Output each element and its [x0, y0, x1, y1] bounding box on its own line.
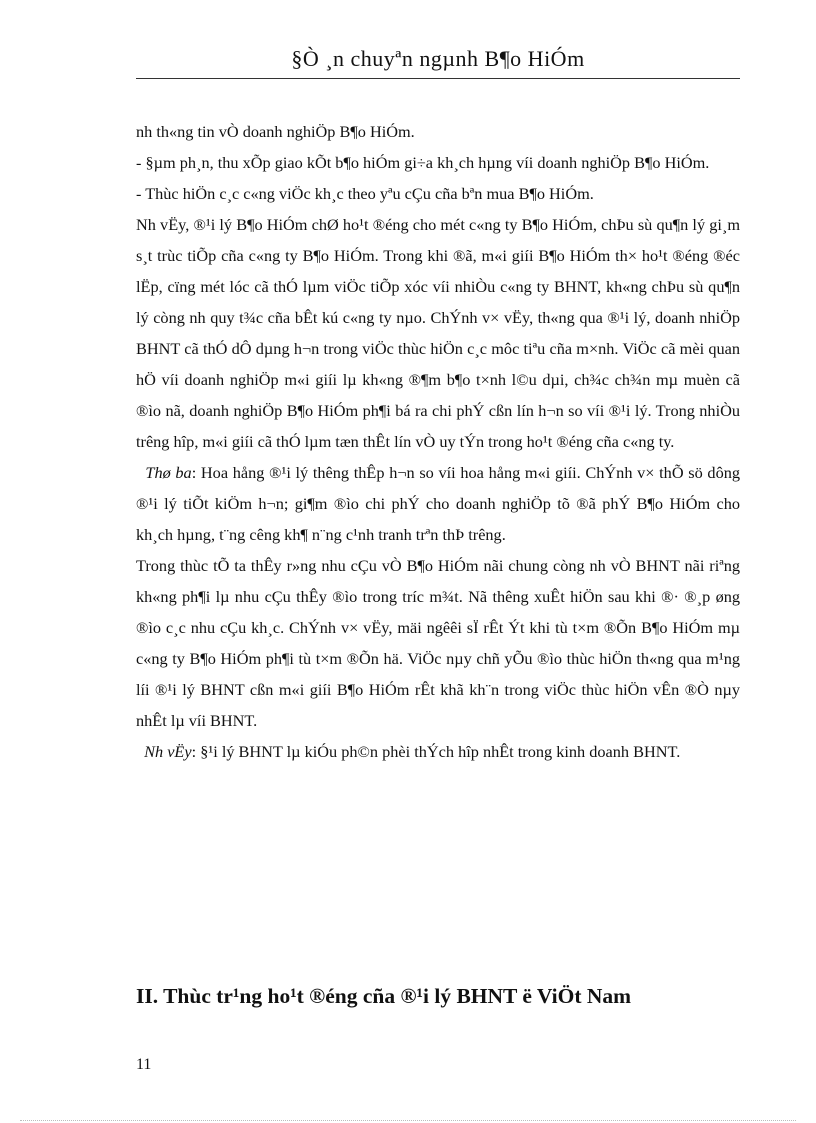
body-text	[136, 116, 740, 767]
paragraph: - §µm ph¸n, thu xÕp giao kÕt b¶o hiÓm gi÷a kh¸ch hµng víi doanh nghiÖp B¶o HiÓm.	[136, 153, 710, 172]
section-heading: II. Thùc tr¹ng ho¹t ®éng cña ®¹i lý BHNT ë ViÖt Nam	[136, 984, 632, 1008]
paragraph-text: : Hoa hång ®¹i lý thêng thÊp h¬n so víi hoa hång m«i giíi. ChÝnh v× thÕ sö dông ®¹i lý tiÕt kiÖm h¬n; gi¶m ®ìo chi phÝ cho doanh nghiÖp tõ ®ã phÝ B¶o HiÓm cho kh¸ch hµng, t¨ng cêng kh¶ n¨ng c¹nh tranh trªn thÞ trêng.	[136, 463, 740, 544]
paragraph: Trong thùc tÕ ta thÊy r»ng nhu cÇu vÒ B¶o HiÓm nãi chung còng nh vÒ BHNT nãi riªng kh«ng ph¶i lµ nhu cÇu thÊy ®ìo trong tríc m¾t. Nã thêng xuÊt hiÖn sau khi ®· ®¸p øng ®ìo c¸c nhu cÇu kh¸c. ChÝnh v× vËy, mäi ngêêi sÏ rÊt Ýt khi tù t×m ®Õn B¶o HiÓm mµ c«ng ty B¶o HiÓm ph¶i tù t×m ®Õn hä. ViÖc nµy chñ yÕu ®ìo thùc hiÖn th«ng qua m¹ng líi ®¹i lý BHNT cßn m«i giíi B¶o HiÓm rÊt khã kh¨n trong viÖc thùc hiÖn vÊn ®Ò nµy nhÊt lµ víi BHNT.	[136, 556, 740, 730]
paragraph: nh th«ng tin vÒ doanh nghiÖp B¶o HiÓm.	[136, 122, 415, 141]
paragraph	[136, 736, 740, 767]
paragraph-lead-italic: Thø ba	[145, 463, 192, 482]
page-bottom-dotted-rule	[20, 1120, 796, 1121]
paragraph	[136, 457, 740, 550]
page-number: 11	[136, 1056, 152, 1073]
paragraph: - Thùc hiÖn c¸c c«ng viÖc kh¸c theo yªu cÇu cña bªn mua B¶o HiÓm.	[136, 184, 594, 203]
paragraph-text: : §¹i lý BHNT lµ kiÓu ph©n phèi thÝch hîp nhÊt trong kinh doanh BHNT.	[191, 742, 681, 761]
paragraph-lead-italic: Nh vËy	[144, 742, 192, 761]
paragraph: Nh vËy, ®¹i lý B¶o HiÓm chØ ho¹t ®éng cho mét c«ng ty B¶o HiÓm, chÞu sù qu¶n lý gi¸m s¸t trùc tiÕp cña c«ng ty B¶o HiÓm. Trong khi ®ã, m«i giíi B¶o HiÓm th× ho¹t ®éng ®éc lËp, cïng mét lóc cã thÓ lµm viÖc tiÕp xóc víi nhiÒu c«ng ty BHNT, kh«ng chÞu sù qu¶n lý còng nh quy t¾c cña bÊt kú c«ng ty nµo. ChÝnh v× vËy, th«ng qua ®¹i lý, doanh nhiÖp BHNT cã thÓ dÔ dµng h¬n trong viÖc thùc hiÖn c¸c môc tiªu cña m×nh. ViÖc cã mèi quan hÖ víi doanh nghiÖp m«i giíi lµ kh«ng ®¶m b¶o t×nh l©u dµi, ch¾c ch¾n mµ muèn cã ®ìo nã, doanh nghiÖp B¶o HiÓm ph¶i bá ra chi phÝ cßn lín h¬n so víi ®¹i lý. Trong nhiÒu trêng hîp, m«i giíi cã thÓ lµm tæn thÊt lín vÒ uy tÝn trong ho¹t ®éng cña c«ng ty.	[136, 215, 740, 451]
page-header-title: §Ò ¸n chuyªn ngµnh B¶o HiÓm	[291, 46, 585, 71]
header-rule	[136, 78, 740, 79]
